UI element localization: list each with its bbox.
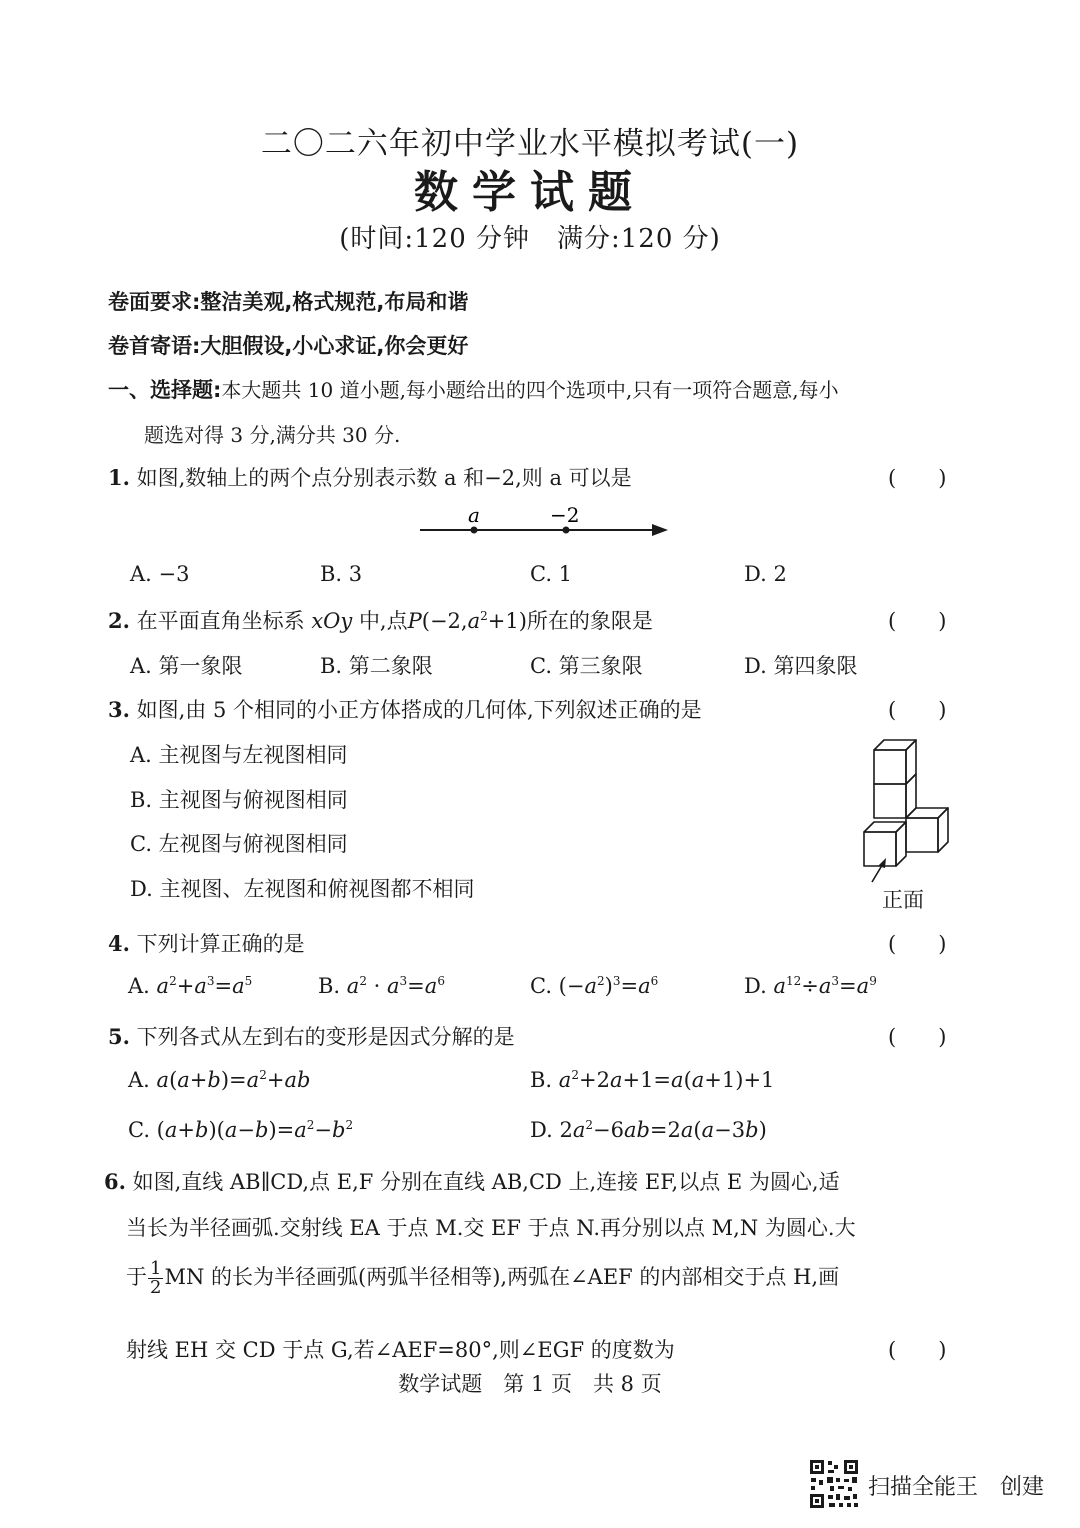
- answer-paren-6: ( ): [888, 1338, 947, 1362]
- exam-time-score: (时间:120 分钟 满分:120 分): [339, 224, 721, 254]
- q1-option-a: A. −3: [130, 562, 190, 586]
- section-intro: 一、选择题:本大题共 10 道小题,每小题给出的四个选项中,只有一项符合题意,每小: [108, 378, 839, 402]
- cube-front-front: [864, 832, 896, 866]
- answer-paren-4: ( ): [888, 932, 947, 956]
- answer-paren-3: ( ): [888, 698, 947, 722]
- section-heading: 一、选择题:: [108, 378, 222, 402]
- question-3-stem: 3. 如图,由 5 个相同的小正方体搭成的几何体,下列叙述正确的是: [108, 697, 702, 722]
- q5-option-d: D. $2a^2-6ab=2a(a-3b)$: [530, 1118, 767, 1142]
- subject-title: 数学试题: [414, 167, 646, 218]
- cube-figure: [858, 736, 960, 886]
- fraction-one-half: $\frac{1}{2}$: [150, 1258, 162, 1298]
- point-a: [471, 527, 478, 534]
- cube-right-front: [906, 818, 938, 852]
- q5-option-a: A. $a(a+b)=a^2+ab$: [128, 1068, 311, 1092]
- answer-paren-5: ( ): [888, 1025, 947, 1049]
- q5-option-c: C. $(a+b)(a-b)=a^2-b^2$: [128, 1118, 354, 1142]
- cube-top-front: [874, 750, 906, 784]
- front-view-label: 正面: [882, 888, 924, 912]
- q5-option-b: B. $a^2+2a+1=a(a+1)+1$: [530, 1068, 775, 1092]
- q3-option-b: B. 主视图与俯视图相同: [130, 788, 348, 812]
- cube-top-face: [874, 740, 916, 750]
- cube-front-top: [864, 822, 906, 832]
- q3-option-c: C. 左视图与俯视图相同: [130, 832, 348, 856]
- q3-option-d: D. 主视图、左视图和俯视图都不相同: [130, 877, 475, 901]
- cube-middle-front: [874, 784, 906, 818]
- section-intro-cont: 题选对得 3 分,满分共 30 分.: [144, 423, 401, 447]
- q4-option-b: B. $a^2 \cdot a^3=a^6$: [318, 974, 445, 998]
- paper-motto: 卷首寄语:大胆假设,小心求证,你会更好: [108, 334, 469, 358]
- page-footer: 数学试题 第 1 页 共 8 页: [398, 1372, 662, 1396]
- cube-right-side: [938, 808, 948, 852]
- question-2-stem: 2. 在平面直角坐标系 xOy 中,点$P(-2,a^2+1)$所在的象限是: [108, 608, 653, 633]
- q1-option-c: C. 1: [530, 562, 573, 586]
- cube-middle-side: [906, 774, 916, 818]
- q1-option-d: D. 2: [744, 562, 787, 586]
- number-line-arrow: [652, 524, 668, 536]
- q4-option-d: D. $a^{12}\div a^3=a^9$: [744, 974, 877, 998]
- q1-option-b: B. 3: [320, 562, 363, 586]
- question-6-line-2: 当长为半径画弧.交射线 EA 于点 M.交 EF 于点 N.再分别以点 M,N 为圆心.大: [126, 1216, 856, 1240]
- number-line-figure: [416, 504, 676, 544]
- paper-requirement: 卷面要求:整洁美观,格式规范,布局和谐: [108, 290, 469, 314]
- q2-option-a: A. 第一象限: [130, 654, 243, 678]
- q4-option-a: A. $a^2+a^3=a^5$: [128, 974, 253, 998]
- scanner-watermark: 扫描全能王 创建: [868, 1475, 1045, 1500]
- question-6-line-3: 于 $\frac{1}{2}$ MN 的长为半径画弧(两弧半径相等),两弧在∠AEF 的内部相交于点 H,画: [126, 1258, 840, 1298]
- q4-option-c: C. $(-a^2)^3=a^6$: [530, 974, 659, 998]
- q2-option-b: B. 第二象限: [320, 654, 433, 678]
- q2-option-c: C. 第三象限: [530, 654, 643, 678]
- question-6-line-4: 射线 EH 交 CD 于点 G,若∠AEF=80°,则∠EGF 的度数为: [126, 1338, 675, 1362]
- cube-right-top: [906, 808, 948, 818]
- question-4-stem: 4. 下列计算正确的是: [108, 931, 305, 956]
- question-6-line-1: 6. 如图,直线 AB∥CD,点 E,F 分别在直线 AB,CD 上,连接 EF,以点 E 为圆心,适: [104, 1169, 840, 1194]
- answer-paren-1: ( ): [888, 466, 947, 490]
- q3-option-a: A. 主视图与左视图相同: [130, 743, 348, 767]
- cube-front-side: [896, 822, 906, 866]
- cube-top-side: [906, 740, 916, 784]
- answer-paren-2: ( ): [888, 609, 947, 633]
- label-minus-2: −2: [550, 504, 580, 527]
- qr-code-icon: [808, 1458, 860, 1510]
- point-minus-2: [563, 527, 570, 534]
- label-a: a: [468, 504, 480, 527]
- question-1-stem: 1. 如图,数轴上的两个点分别表示数 a 和−2,则 a 可以是: [108, 465, 632, 490]
- exam-title: 二〇二六年初中学业水平模拟考试(一): [260, 126, 800, 162]
- q2-option-d: D. 第四象限: [744, 654, 858, 678]
- question-5-stem: 5. 下列各式从左到右的变形是因式分解的是: [108, 1024, 515, 1049]
